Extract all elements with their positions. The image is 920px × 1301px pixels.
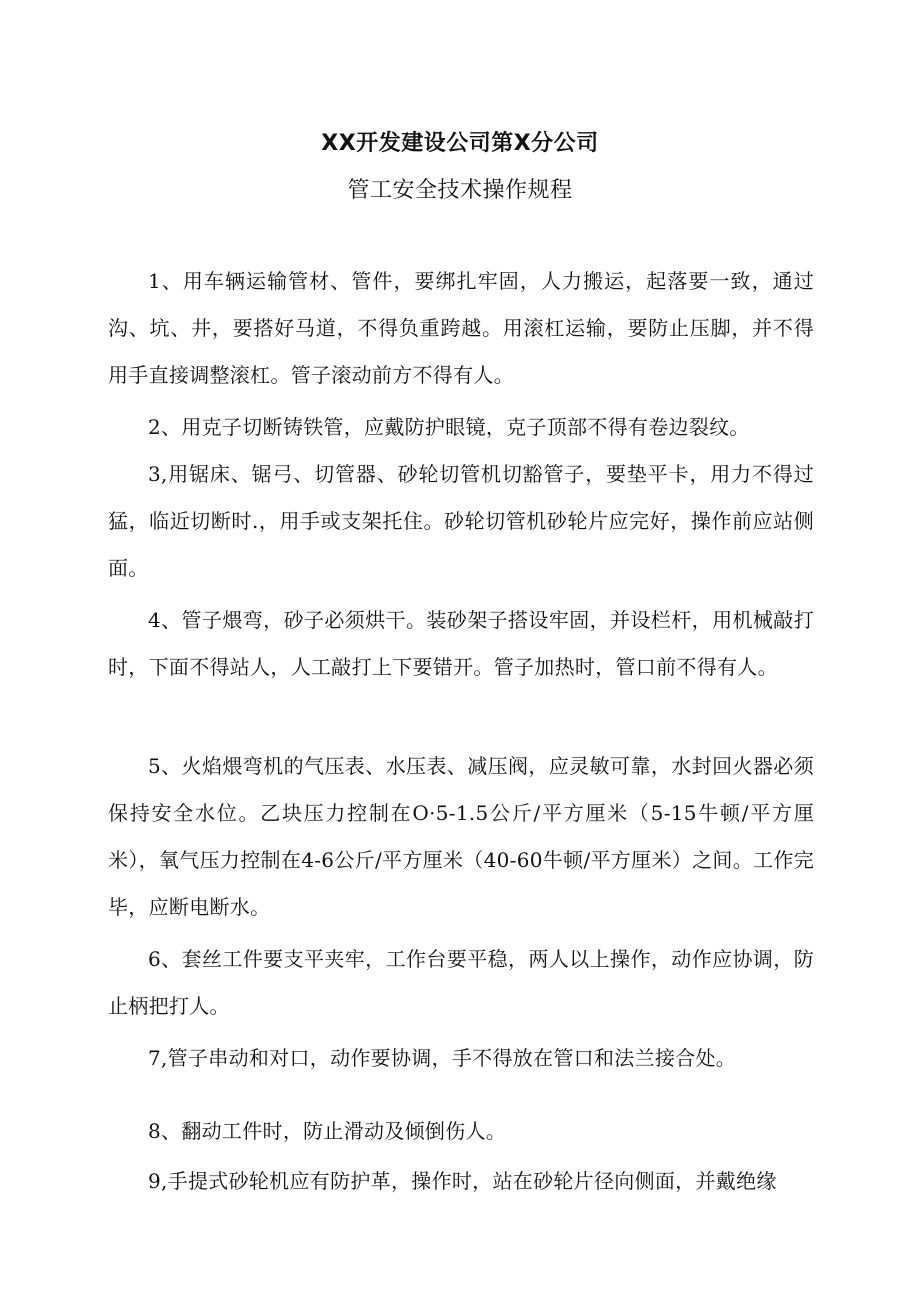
paragraph-5: 5、火焰煨弯机的气压表、水压表、减压阀，应灵敏可靠，水封回火器必须保持安全水位。乙块压力控制在O·5-1.5公斤/平方厘米（5-15牛顿/平方厘米），氧气压力控制在4-6公斤/平方厘米（40-60牛顿/平方厘米）之间。工作完毕，应断电断水。 [108,754,814,919]
document-title-company: XX开发建设公司第X分公司 [321,131,599,156]
paragraph-2: 2、用克子切断铸铁管，应戴防护眼镜，克子顶部不得有卷边裂纹。 [148,415,750,439]
document-title-procedure: 管工安全技术操作规程 [347,178,573,203]
paragraph-3: 3,用锯床、锯弓、切管器、砂轮切管机切豁管子，要垫平卡，用力不得过猛，临近切断时.，用手或支架托住。砂轮切管机砂轮片应完好，操作前应站侧面。 [108,462,814,580]
paragraph-1: 1、用车辆运输管材、管件，要绑扎牢固，人力搬运，起落要一致，通过沟、坑、井，要搭好马道，不得负重跨越。用滚杠运输，要防止压脚，并不得用手直接调整滚杠。管子滚动前方不得有人。 [108,269,814,387]
paragraph-7: 7,管子串动和对口，动作要协调，手不得放在管口和法兰接合处。 [148,1046,737,1070]
paragraph-9: 9,手提式砂轮机应有防护革，操作时，站在砂轮片径向侧面，并戴绝缘 [148,1169,777,1193]
paragraph-8: 8、翻动工件时，防止滑动及倾倒伤人。 [148,1119,507,1143]
paragraph-6: 6、套丝工件要支平夹牢，工作台要平稳，两人以上操作，动作应协调，防止柄把打人。 [108,947,814,1018]
paragraph-4: 4、管子煨弯，砂子必须烘干。装砂架子搭设牢固，并设栏杆，用机械敲打时，下面不得站人，人工敲打上下要错开。管子加热时，管口前不得有人。 [108,608,814,679]
